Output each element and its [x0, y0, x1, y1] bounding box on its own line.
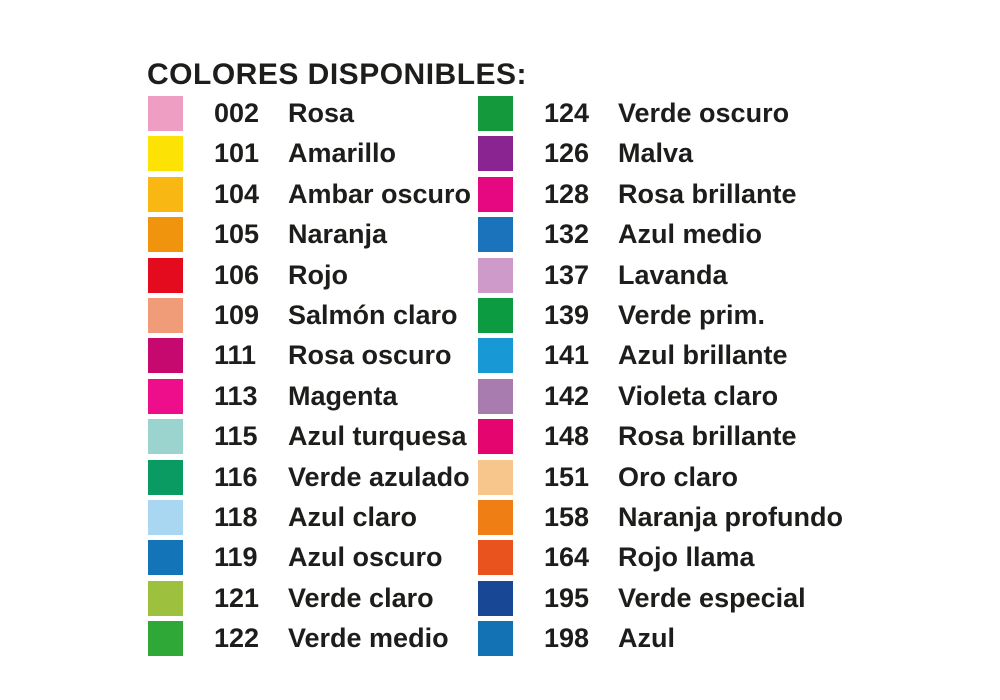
color-code: 198 — [544, 623, 590, 654]
color-code: 109 — [214, 299, 260, 330]
color-row — [148, 621, 471, 656]
color-row — [148, 500, 471, 535]
color-swatch — [478, 460, 513, 495]
color-code: 106 — [214, 259, 260, 290]
color-row — [148, 298, 471, 333]
color-name: Magenta — [288, 380, 398, 411]
color-list-right — [478, 96, 843, 656]
color-name: Lavanda — [618, 259, 728, 290]
color-code: 101 — [214, 138, 260, 169]
color-code: 132 — [544, 219, 590, 250]
color-name: Rosa oscuro — [288, 340, 452, 371]
color-row — [478, 460, 843, 495]
color-list-left — [148, 96, 471, 656]
color-swatch — [478, 217, 513, 252]
color-code: 113 — [214, 380, 258, 411]
color-code: 124 — [544, 98, 590, 128]
color-row — [478, 258, 843, 293]
color-code: 148 — [544, 421, 590, 452]
color-row — [478, 217, 843, 252]
color-name: Amarillo — [288, 138, 397, 169]
color-row — [148, 258, 471, 293]
color-swatch — [478, 500, 513, 535]
color-row — [478, 298, 843, 333]
color-swatch — [148, 136, 183, 171]
color-row — [148, 540, 471, 575]
color-code: 104 — [214, 178, 260, 209]
color-swatch — [148, 460, 183, 495]
color-row — [148, 419, 471, 454]
color-row — [148, 217, 471, 252]
color-name: Verde oscuro — [618, 98, 790, 128]
color-name: Verde prim. — [618, 299, 766, 330]
color-code: 111 — [214, 340, 257, 371]
color-name: Azul brillante — [618, 340, 788, 371]
color-code: 121 — [214, 582, 260, 613]
color-row — [478, 500, 843, 535]
color-name: Azul oscuro — [288, 542, 443, 573]
color-row — [478, 177, 843, 212]
color-code: 195 — [544, 582, 590, 613]
color-name: Azul medio — [618, 219, 763, 250]
color-swatch — [478, 379, 513, 414]
color-name: Azul claro — [288, 501, 418, 532]
color-swatch — [148, 177, 183, 212]
color-swatch — [148, 540, 183, 575]
color-row — [148, 177, 471, 212]
color-code: 137 — [544, 259, 590, 290]
color-code: 105 — [214, 219, 260, 250]
color-row — [478, 540, 843, 575]
color-name: Naranja — [288, 219, 388, 250]
color-name: Azul — [618, 623, 675, 654]
color-code: 119 — [214, 542, 258, 573]
color-code: 139 — [544, 299, 590, 330]
color-swatch — [148, 379, 183, 414]
color-code: 151 — [544, 461, 590, 492]
color-swatch — [148, 217, 183, 252]
color-row — [478, 379, 843, 414]
color-name: Verde claro — [288, 582, 434, 613]
color-name: Oro claro — [618, 461, 739, 492]
color-code: 142 — [544, 380, 590, 411]
color-swatch — [148, 338, 183, 373]
color-swatch — [478, 177, 513, 212]
color-name: Rosa brillante — [618, 421, 797, 452]
color-row — [478, 419, 843, 454]
color-name: Verde especial — [618, 582, 806, 613]
color-row — [478, 621, 843, 656]
color-code: 158 — [544, 501, 590, 532]
color-swatch — [148, 581, 183, 616]
color-swatch — [478, 96, 513, 131]
color-swatch — [148, 298, 183, 333]
color-swatch — [478, 540, 513, 575]
color-row — [148, 460, 471, 495]
color-swatch — [148, 621, 183, 656]
color-name: Rojo llama — [618, 542, 755, 573]
color-name: Verde medio — [288, 623, 449, 654]
color-swatch — [148, 500, 183, 535]
color-code: 141 — [544, 340, 590, 371]
color-row — [478, 96, 843, 131]
color-name: Azul turquesa — [288, 421, 467, 452]
color-swatch — [478, 419, 513, 454]
color-swatch — [148, 419, 183, 454]
color-swatch — [478, 581, 513, 616]
color-code: 126 — [544, 138, 590, 169]
color-row — [148, 581, 471, 616]
page-title: COLORES DISPONIBLES: — [147, 58, 528, 92]
color-name: Rosa brillante — [618, 178, 797, 209]
color-code: 118 — [214, 501, 258, 532]
color-swatch — [478, 258, 513, 293]
color-swatch — [478, 298, 513, 333]
color-code: 115 — [214, 421, 258, 452]
color-row — [478, 338, 843, 373]
color-name: Ambar oscuro — [288, 178, 472, 209]
color-row — [148, 96, 471, 131]
color-swatch — [148, 258, 183, 293]
color-row — [478, 136, 843, 171]
color-name: Malva — [618, 138, 694, 169]
color-code: 002 — [214, 98, 260, 128]
color-code: 116 — [214, 461, 258, 492]
color-name: Rosa — [288, 98, 355, 128]
color-row — [478, 581, 843, 616]
color-row — [148, 136, 471, 171]
color-swatch — [478, 338, 513, 373]
color-name: Naranja profundo — [618, 501, 844, 532]
color-swatch — [478, 136, 513, 171]
color-name: Rojo — [288, 259, 348, 290]
color-name: Violeta claro — [618, 380, 779, 411]
color-row — [148, 379, 471, 414]
color-name: Salmón claro — [288, 299, 458, 330]
color-swatch — [148, 96, 183, 131]
color-name: Verde azulado — [288, 461, 470, 492]
color-code: 164 — [544, 542, 590, 573]
color-code: 128 — [544, 178, 590, 209]
color-row — [148, 338, 471, 373]
color-swatch — [478, 621, 513, 656]
color-code: 122 — [214, 623, 260, 654]
